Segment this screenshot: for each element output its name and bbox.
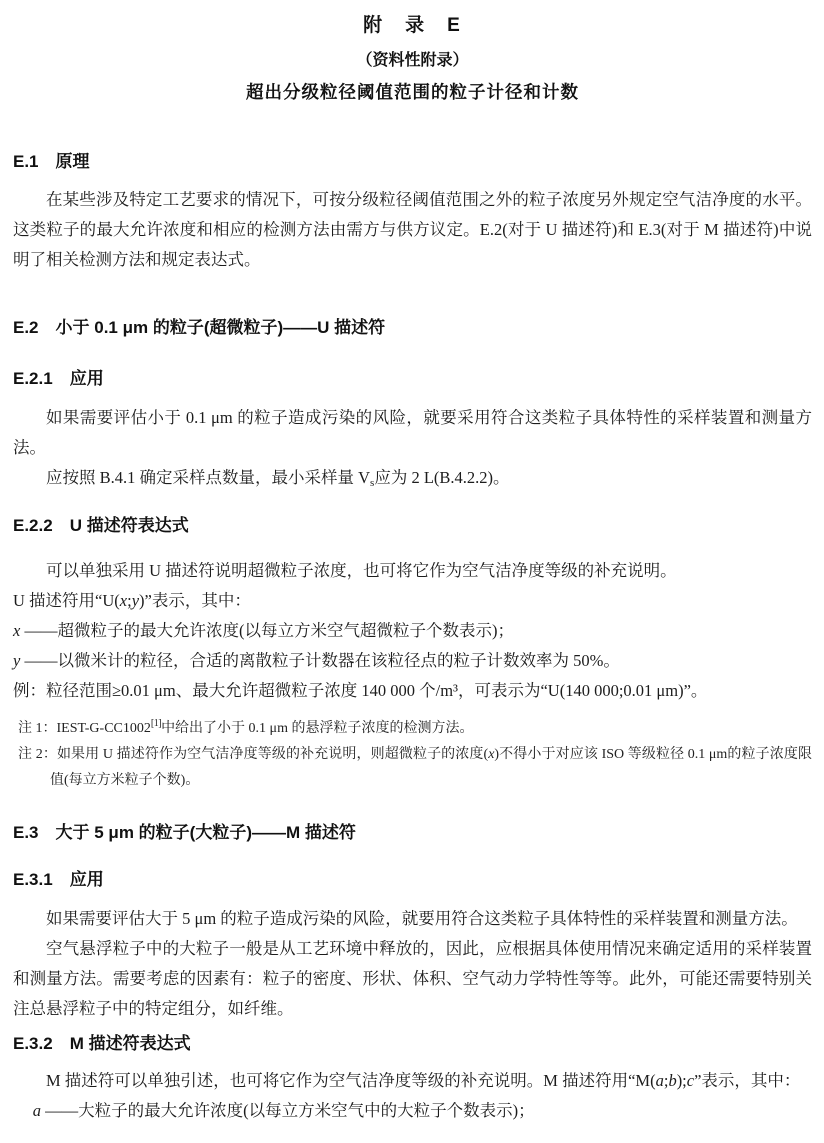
paragraph-e31-1: 如果需要评估大于 5 μm 的粒子造成污染的风险，就要用符合这类粒子具体特性的采样装置和测量方法。 bbox=[46, 909, 798, 928]
variable-c: c bbox=[686, 1071, 695, 1090]
definition-a bbox=[13, 1096, 812, 1126]
appendix-main-heading: 超出分级粒径阈值范围的粒子计径和计数 bbox=[246, 82, 579, 102]
note-2 bbox=[18, 742, 812, 794]
section-heading-e1: E.1 原理 bbox=[13, 152, 90, 171]
appendix-title: 附 录 E bbox=[363, 15, 462, 36]
paragraph-e22-2 bbox=[13, 586, 812, 616]
variable-a: a bbox=[655, 1071, 664, 1090]
paragraph-e22-1: 可以单独采用 U 描述符说明超微粒子浓度，也可将它作为空气洁净度等级的补充说明。 bbox=[46, 561, 677, 580]
section-heading-e3: E.3 大于 5 μm 的粒子(大粒子)——M 描述符 bbox=[13, 823, 356, 842]
variable-x: x bbox=[119, 591, 128, 610]
text-segment: M 描述符可以单独引述，也可将它作为空气洁净度等级的补充说明。M 描述符用“M( bbox=[46, 1071, 656, 1090]
paragraph-e32-1 bbox=[13, 1066, 812, 1096]
text-segment: )不得小于对应该 ISO 等级粒径 0.1 μm的粒子浓度限值(每立方米粒子个数)。 bbox=[50, 747, 812, 788]
section-heading-e2: E.2 小于 0.1 μm 的粒子(超微粒子)——U 描述符 bbox=[13, 318, 386, 337]
paragraph-e1: 在某些涉及特定工艺要求的情况下，可按分级粒径阈值范围之外的粒子浓度另外规定空气洁净度的水平。这类粒子的最大允许浓度和相应的检测方法由需方与供方议定。E.2(对于 U 描述符)和 E.3(对于 M 描述符)中说明了相关检测方法和规定表达式。 bbox=[13, 190, 812, 269]
definition-y-text: ——以微米计的粒径，合适的离散粒子计数器在该粒径点的粒子计数效率为 50%。 bbox=[20, 651, 620, 670]
text-segment: ); bbox=[676, 1071, 687, 1090]
paragraph-e21-2 bbox=[13, 463, 812, 498]
text-segment: ”表示，其中： bbox=[694, 1071, 801, 1090]
section-heading-e21: E.2.1 应用 bbox=[13, 369, 104, 388]
paragraph-e31-2: 空气悬浮粒子中的大粒子一般是从工艺环境中释放的，因此，应根据具体使用情况来确定适用的采样装置和测量方法。需要考虑的因素有：粒子的密度、形状、体积、空气动力学特性等等。此外，可能还需要特别关注总悬浮粒子中的特定组分，如纤维。 bbox=[13, 939, 812, 1018]
text-segment: ; bbox=[663, 1071, 669, 1090]
section-heading-e22: E.2.2 U 描述符表达式 bbox=[13, 516, 189, 535]
text-segment: 中给出了小于 0.1 μm 的悬浮粒子浓度的检测方法。 bbox=[161, 721, 474, 736]
text-segment: ; bbox=[127, 591, 132, 610]
variable-y: y bbox=[13, 651, 21, 670]
reference-superscript: [1] bbox=[150, 718, 162, 729]
paragraph-e21-1: 如果需要评估小于 0.1 μm 的粒子造成污染的风险，就要采用符合这类粒子具体特性的采样装置和测量方法。 bbox=[13, 408, 812, 457]
text-segment: 注 2：如果用 U 描述符作为空气洁净度等级的补充说明，则超微粒子的浓度( bbox=[18, 747, 489, 762]
text-segment: U 描述符用“U( bbox=[13, 591, 120, 610]
text-segment: 注 1：IEST-G-CC1002 bbox=[18, 721, 151, 736]
appendix-title-block bbox=[13, 8, 812, 104]
appendix-subtitle: （资料性附录） bbox=[356, 52, 469, 69]
subscript-s: s bbox=[370, 477, 375, 489]
note-1 bbox=[18, 711, 812, 742]
section-heading-e31: E.3.1 应用 bbox=[13, 870, 104, 889]
variable-a: a bbox=[32, 1101, 42, 1120]
definition-y bbox=[13, 646, 812, 676]
variable-x: x bbox=[13, 621, 21, 640]
variable-y: y bbox=[131, 591, 140, 610]
section-heading-e32: E.3.2 M 描述符表达式 bbox=[13, 1034, 191, 1053]
text-segment: 应为 2 L(B.4.2.2)。 bbox=[374, 468, 510, 487]
text-segment: )”表示，其中： bbox=[139, 591, 251, 610]
definition-x-text: ——超微粒子的最大允许浓度(以每立方米空气超微粒子个数表示)； bbox=[20, 621, 514, 640]
example-line: 例：粒径范围≥0.01 μm、最大允许超微粒子浓度 140 000 个/m³，可表示为“U(140 000;0.01 μm)”。 bbox=[13, 681, 708, 700]
variable-b: b bbox=[668, 1071, 677, 1090]
definition-a-text: ——大粒子的最大允许浓度(以每立方米空气中的大粒子个数表示)； bbox=[41, 1101, 535, 1120]
definition-x bbox=[13, 616, 812, 646]
text-segment: 应按照 B.4.1 确定采样点数量，最小采样量 V bbox=[46, 468, 371, 487]
variable-x: x bbox=[488, 747, 495, 762]
